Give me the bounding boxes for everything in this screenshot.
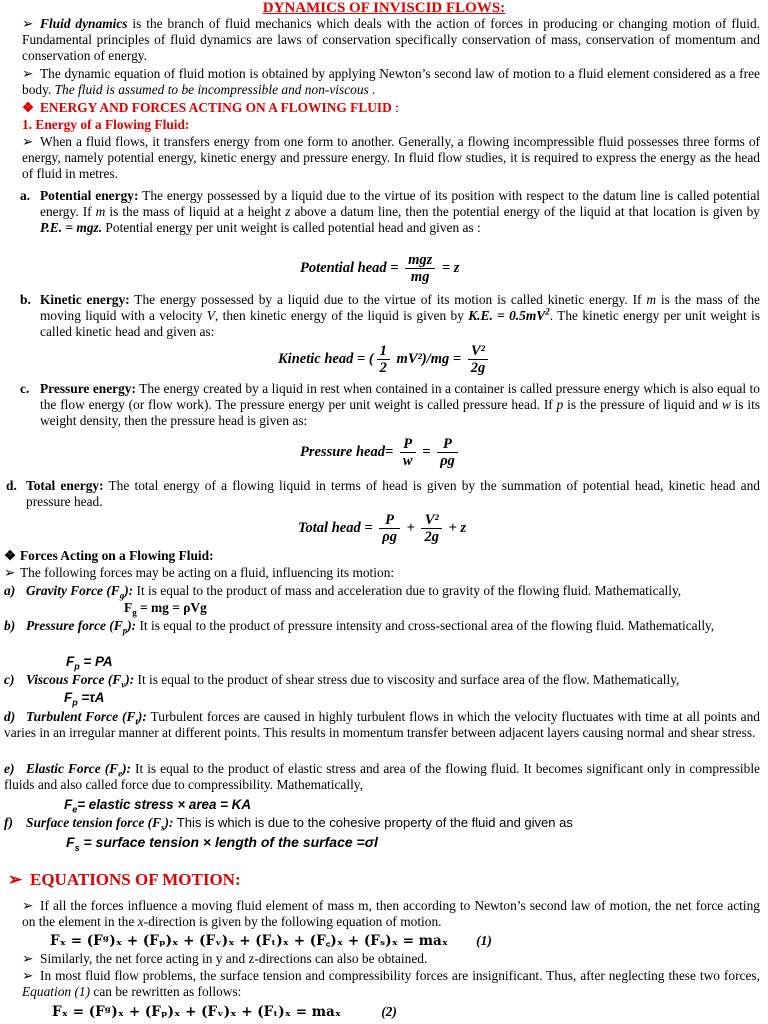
motion-paragraph-1: ➢ If all the forces influence a moving fluid element of mass m, then according to Newton’s second law of motion, the net force acting on the element in the x-direction is given by the following equation of motion.: [22, 898, 760, 930]
elastic-force-equation: $F_e=$ elastic stress × area = KA: [64, 797, 252, 815]
pressure-force-equation: $F_p$ = PA: [66, 654, 113, 672]
pressure-head-equation: Pressure head= $\frac{P}{w}$ = $\frac{P}{\rho g}$: [300, 436, 461, 469]
energy-forces-heading: ❖ ENERGY AND FORCES ACTING ON A FLOWING FLUID :: [22, 100, 399, 115]
motion-paragraph-3: ➢ In most fluid flow problems, the surface tension and compressibility forces are insignificant. Thus, after neglecting these two forces, Equation (1) can be rewritten as follows:: [22, 968, 760, 1000]
surface-tension-equation: $F_s$ = surface tension × length of the surface =σl: [66, 834, 378, 853]
arrow-bullet-icon: ➢: [22, 968, 34, 983]
equations-of-motion-heading: ➢ EQUATIONS OF MOTION:: [8, 870, 241, 889]
arrow-bullet-icon: ➢: [22, 134, 34, 149]
motion-paragraph-2: ➢ Similarly, the net force acting in y and z-directions can also be obtained.: [22, 951, 428, 966]
arrow-bullet-icon: ➢: [22, 898, 34, 913]
kinetic-head-equation: Kinetic head = ( $\frac{1}{2}$ mV²)/mg = $\frac{\text{V²}}{2g}$: [278, 343, 491, 376]
kinetic-energy-paragraph: Kinetic energy: The energy possessed by a liquid due to the virtue of its motion is called kinetic energy. If m is the mass of the moving liquid with a velocity V, then kinetic energy of the liquid is given by K.E. = $0.5mV^2$. The kinetic energy per unit weight is called kinetic head and given as:: [40, 292, 761, 340]
energy-subheading: 1. Energy of a Flowing Fluid:: [22, 117, 190, 132]
gravity-force-item: a) Gravity Force $(F_g)$: It is equal to the product of mass and acceleration due to gravity of the flowing fluid. Mathematically,: [4, 583, 682, 601]
total-energy-paragraph: Total energy: The total energy of a flowing liquid in terms of head is given by the summation of potential head, kinetic head and pressure head.: [26, 478, 760, 510]
gravity-force-equation: $F_g$ = mg = ρVg: [124, 600, 207, 618]
surface-tension-item: f) Surface tension force $(F_s)$: This is which is due to the cohesive property of the fluid and given as: [4, 815, 573, 833]
total-head-equation: Total head = $\frac{P}{\rho g}$ + $\frac{\text{V²}}{2g}$ + z: [298, 512, 467, 545]
item-b-label: b.: [20, 292, 31, 307]
equation-1: Fₓ = (Fᵍ)ₓ + (Fₚ)ₓ + (Fᵥ)ₓ + (Fₜ)ₓ + (F꜀)ₓ + (Fₛ)ₓ = maₓ (1): [50, 933, 492, 949]
turbulent-force-item: d) Turbulent Force $(F_t)$: Turbulent forces are caused in highly turbulent flows in which the velocity fluctuates with time at all points and varies in an irregular manner at different points. This results in momentum transfer between adjacent layers causing normal and shear stress.: [4, 709, 760, 741]
pressure-energy-paragraph: Pressure energy: The energy created by a liquid in rest when contained in a container is called pressure energy which is also equal to the flow energy (or flow work). The pressure energy per unit weight is called pressure head. If p is the pressure of liquid and w is its weight density, then the pressure head is given as:: [40, 381, 761, 429]
item-d-label: d.: [6, 478, 17, 493]
arrow-bullet-icon: ➢: [22, 951, 34, 966]
arrow-bullet-icon: ➢: [22, 16, 34, 31]
energy-intro-paragraph: ➢ When a fluid flows, it transfers energy from one form to another. Generally, a flowing incompressible fluid possesses three forms of energy, namely potential energy, kinetic energy and pressure energy. In fluid flow studies, it is required to express the energy as the head of fluid in metres.: [22, 134, 760, 182]
viscous-force-equation: $F_p =\tau A$: [64, 690, 105, 708]
elastic-force-item: e) Elastic Force $(F_e)$: It is equal to the product of elastic stress and area of the flowing fluid. It becomes significant only in compressible fluids and also called force due to compressibility. Mathematically,: [4, 761, 760, 793]
potential-energy-paragraph: Potential energy: The energy possessed by a liquid due to the virtue of its position with respect to the datum line is called potential energy. If m is the mass of liquid at a height z above a datum line, then the potential energy of the liquid at that location is given by P.E. = mgz. Potential energy per unit weight is called potential head and given as :: [40, 188, 760, 236]
item-c-label: c.: [20, 381, 30, 396]
arrow-bullet-icon: ➢: [8, 870, 23, 889]
potential-head-equation: Potential head = $\frac{\text{mgz}}{mg}$ = z: [300, 252, 460, 285]
arrow-bullet-icon: ➢: [22, 66, 34, 81]
pressure-force-item: b) Pressure force $(F_p)$: It is equal to the product of pressure intensity and cross-sectional area of the flowing fluid. Mathematically,: [4, 618, 715, 636]
equation-2: Fₓ = (Fᵍ)ₓ + (Fₚ)ₓ + (Fᵥ)ₓ + (Fₜ)ₓ = maₓ (2): [52, 1004, 397, 1020]
page-title: DYNAMICS OF INVISCID FLOWS:: [262, 0, 506, 16]
item-a-label: a.: [20, 188, 31, 203]
diamond-bullet-icon: ❖: [22, 100, 35, 115]
intro-paragraph-1: ➢ Fluid dynamics is the branch of fluid mechanics which deals with the action of forces in producing or changing motion of fluid. Fundamental principles of fluid dynamics are laws of conservation specifically conservation of mass, conservation of momentum and conservation of energy.: [22, 16, 760, 64]
diamond-bullet-icon: ❖: [4, 548, 17, 563]
forces-heading: ❖ Forces Acting on a Flowing Fluid:: [4, 548, 214, 563]
viscous-force-item: c) Viscous Force $(F_v)$: It is equal to the product of shear stress due to viscosity and surface area of the flow. Mathematically,: [4, 672, 680, 690]
forces-intro: ➢ The following forces may be acting on a fluid, influencing its motion:: [4, 565, 395, 580]
arrow-bullet-icon: ➢: [4, 565, 16, 580]
intro-paragraph-2: ➢ The dynamic equation of fluid motion is obtained by applying Newton’s second law of motion to a fluid element considered as a free body. The fluid is assumed to be incompressible and non-viscous .: [22, 66, 760, 98]
